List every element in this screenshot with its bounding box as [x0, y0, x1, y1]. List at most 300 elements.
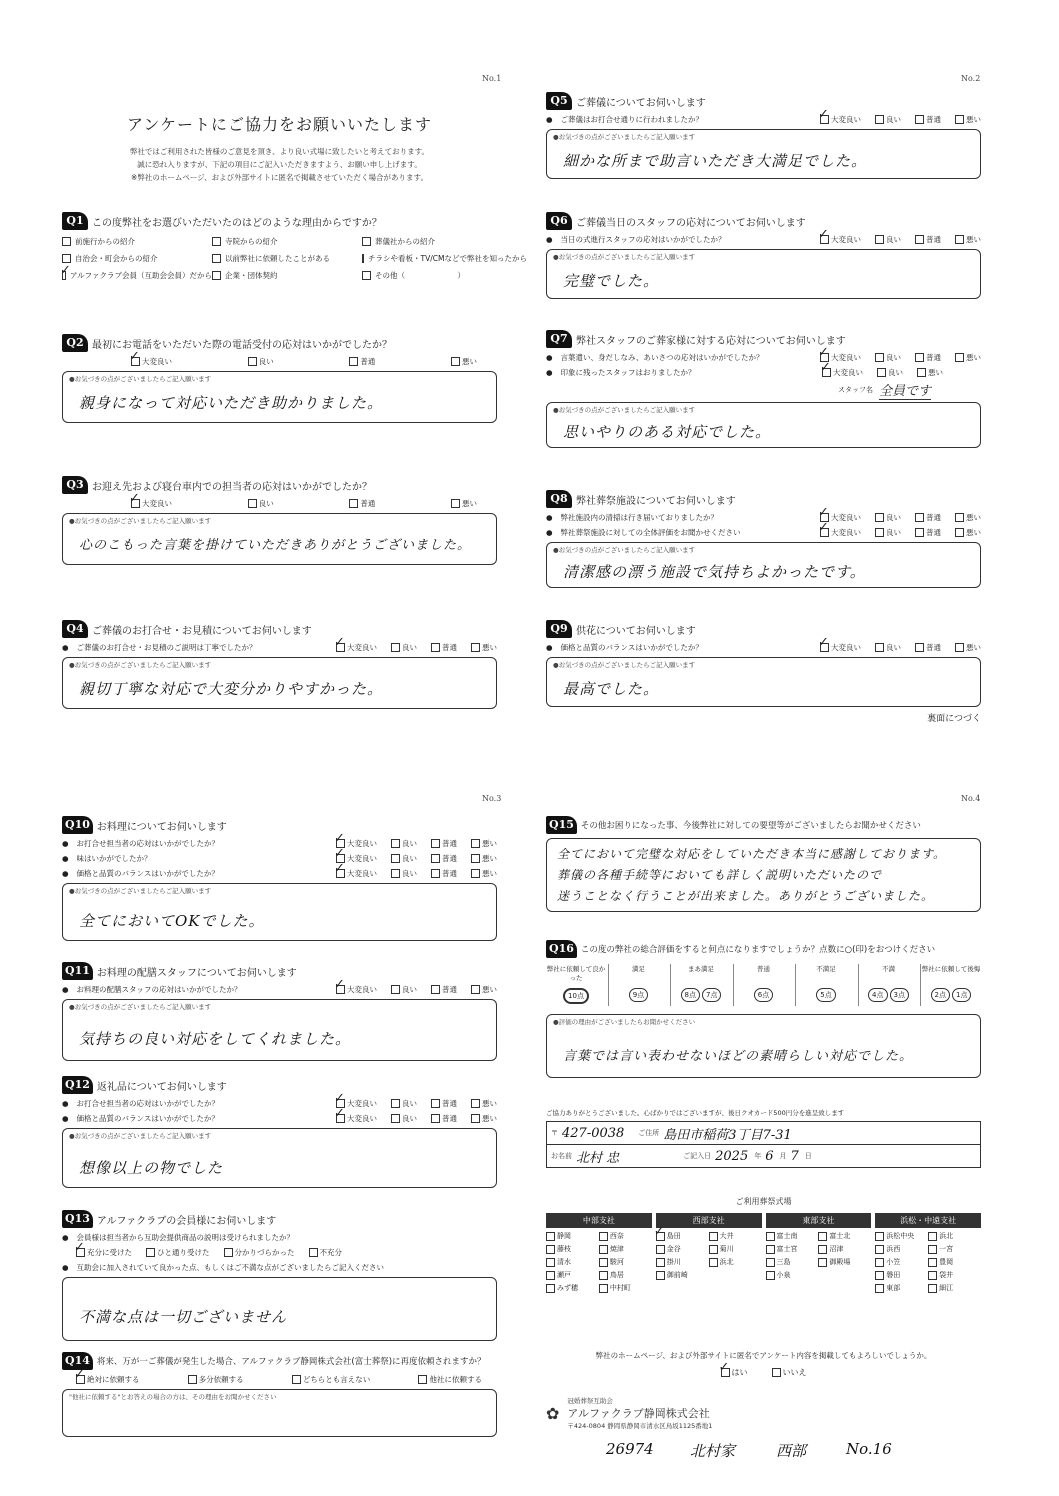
checkbox[interactable]: [431, 1114, 440, 1123]
option[interactable]: ✓ 大変良い: [822, 367, 863, 378]
checkbox[interactable]: [656, 1258, 665, 1267]
option[interactable]: ✓ 大変良い: [336, 868, 377, 879]
q11-options: [322, 984, 497, 995]
option[interactable]: 普通: [915, 234, 941, 245]
checkbox[interactable]: [915, 513, 924, 522]
checkbox[interactable]: [928, 1284, 937, 1293]
checkbox[interactable]: [766, 1258, 775, 1267]
checkbox[interactable]: [391, 1114, 400, 1123]
checkbox[interactable]: [546, 1258, 555, 1267]
option[interactable]: 悪い: [955, 527, 981, 538]
checkbox[interactable]: [362, 237, 371, 246]
checkbox[interactable]: [928, 1258, 937, 1267]
branch-option[interactable]: 御殿場: [818, 1257, 871, 1267]
option[interactable]: 悪い: [471, 868, 497, 879]
q10-comment-box[interactable]: ●お気づきの点がございましたらご記入願います 全てにおいてOKでした。: [62, 883, 497, 941]
branch-option[interactable]: 富士北: [818, 1231, 871, 1241]
option[interactable]: 悪い: [471, 642, 497, 653]
branch-option[interactable]: 浜松中央: [875, 1231, 928, 1241]
checkbox[interactable]: [546, 1271, 555, 1280]
option[interactable]: 良い: [391, 838, 417, 849]
checkbox[interactable]: [656, 1271, 665, 1280]
checkbox[interactable]: [76, 1248, 85, 1257]
checkbox[interactable]: [766, 1245, 775, 1254]
q13-comment-box[interactable]: [62, 1277, 497, 1341]
checkbox[interactable]: [709, 1232, 718, 1241]
option[interactable]: 良い: [391, 1113, 417, 1124]
q5-title: ご葬儀についてお伺いします: [576, 97, 706, 109]
checkbox[interactable]: [131, 499, 140, 508]
option[interactable]: ✓ 大変良い: [820, 234, 861, 245]
option[interactable]: ✓ 絶対に依頼する: [76, 1374, 140, 1385]
checkbox[interactable]: [212, 271, 221, 280]
checkbox[interactable]: [875, 1232, 884, 1241]
option[interactable]: 悪い: [955, 512, 981, 523]
option[interactable]: 普通: [431, 838, 457, 849]
branch-option[interactable]: 御前崎: [656, 1270, 709, 1280]
checkbox[interactable]: [62, 271, 66, 280]
checkbox[interactable]: [917, 368, 926, 377]
q3-comment-box[interactable]: ●お気づきの点がございましたらご記入願います 心のこもった言葉を掛けていただきありがとうございました。: [62, 513, 497, 565]
checkbox[interactable]: [822, 368, 831, 377]
branch-option[interactable]: 菊川: [709, 1244, 762, 1254]
q10-title: お料理についてお伺いします: [96, 821, 227, 833]
option[interactable]: 普通: [431, 853, 457, 864]
checkbox[interactable]: [955, 115, 964, 124]
question-8: Q8 弊社葬祭施設についてお伺いします ● 弊社施設内の清掃は行き届いておりましたか？ ✓ 大変良い 良い 普通 悪い ● 弊社葬祭施設に対しての全体評価をお聞かせください ✓ 大変良い 良い 普通 悪い ●お気づきの点がございましたらご記入願います 清潔感の漂う施設で気持ちよかったです。: [546, 488, 981, 588]
score-column: まあ満足 8点 7点: [670, 964, 731, 1006]
option[interactable]: ✓ 大変良い: [131, 498, 172, 509]
checkbox[interactable]: [955, 643, 964, 652]
score-option[interactable]: 7点: [702, 988, 721, 1002]
branch-option[interactable]: 掛川: [656, 1257, 709, 1267]
option[interactable]: どちらとも言えない: [292, 1374, 371, 1385]
option[interactable]: ✓ 大変良い: [131, 356, 172, 367]
branch-option[interactable]: 豊岡: [928, 1257, 981, 1267]
checkbox[interactable]: [431, 643, 440, 652]
q15-comment-box[interactable]: [546, 838, 981, 912]
reason-option[interactable]: 寺院からの紹介: [212, 236, 362, 247]
page-number: No.2: [961, 74, 981, 83]
option[interactable]: ✓ 大変良い: [336, 984, 377, 995]
option[interactable]: 普通: [915, 512, 941, 523]
q16-badge: Q16: [546, 940, 577, 958]
checkbox[interactable]: [599, 1271, 608, 1280]
branch-group: 浜松・中遠支社 浜松中央 浜北 浜西 一宮 小笠 豊岡 磐田 袋井 東部 細江: [875, 1213, 981, 1293]
branch-option[interactable]: 焼津: [599, 1244, 652, 1254]
q15-badge: Q15: [546, 816, 577, 834]
q16-comment-box[interactable]: ●評価の理由がございましたらお聞かせください 言葉では言い表わせないほどの素晴らしい対応でした。: [546, 1014, 981, 1078]
branch-option[interactable]: みず穂: [546, 1283, 599, 1293]
option[interactable]: 良い: [875, 527, 901, 538]
checkbox[interactable]: [431, 985, 440, 994]
option[interactable]: 普通: [431, 642, 457, 653]
option[interactable]: 良い: [875, 114, 901, 125]
note-code: 26974: [606, 1440, 654, 1458]
option[interactable]: 普通: [431, 984, 457, 995]
option[interactable]: 良い: [391, 984, 417, 995]
checkbox[interactable]: [391, 854, 400, 863]
thanks-text: ご協力ありがとうございました。心ばかりではございますが、後日クオカード500円分を進呈致します: [546, 1109, 845, 1117]
q4-badge: Q4: [62, 620, 88, 638]
branch-option[interactable]: 小泉: [766, 1270, 819, 1280]
branch-option[interactable]: 鳥居: [599, 1270, 652, 1280]
checkbox[interactable]: [349, 499, 358, 508]
option[interactable]: 良い: [391, 1098, 417, 1109]
option[interactable]: ✓ 大変良い: [820, 114, 861, 125]
branch-option[interactable]: 富士宮: [766, 1244, 819, 1254]
checkbox[interactable]: [709, 1245, 718, 1254]
branch-option[interactable]: 駿河: [599, 1257, 652, 1267]
option[interactable]: ✓ 充分に受けた: [76, 1247, 132, 1258]
q11-comment-box[interactable]: ●お気づきの点がございましたらご記入願います 気持ちの良い対応をしてくれました。: [62, 999, 497, 1061]
q8-comment-box[interactable]: ●お気づきの点がございましたらご記入願います 清潔感の漂う施設で気持ちよかったです。: [546, 542, 981, 588]
checkbox[interactable]: [212, 237, 221, 246]
checkbox[interactable]: [451, 357, 460, 366]
checkbox[interactable]: [875, 643, 884, 652]
zip-field[interactable]: 427-0038: [562, 1125, 625, 1141]
option[interactable]: 良い: [248, 498, 274, 509]
reason-option[interactable]: 前施行からの紹介: [62, 236, 212, 247]
checkbox[interactable]: [875, 1245, 884, 1254]
q4-title: ご葬儀のお打合せ・お見積についてお伺いします: [92, 625, 312, 637]
question-row: ● お打合せ担当者の応対はいかがでしたか？ ✓ 大変良い 良い 普通 悪い: [62, 836, 497, 851]
contact-fields: 〒 427-0038 ご住所 島田市稲荷3丁目7-31 お名前 北村 忠 ご記入日 2025 年 6 月 7 日: [546, 1121, 981, 1168]
option[interactable]: 良い: [875, 512, 901, 523]
checkbox[interactable]: [336, 985, 345, 994]
option[interactable]: 悪い: [955, 642, 981, 653]
option[interactable]: ✓ 大変良い: [820, 352, 861, 363]
address-field[interactable]: 島田市稲荷3丁目7-31: [663, 1127, 792, 1143]
q5-comment-box[interactable]: ●お気づきの点がございましたらご記入願います 細かな所まで助言いただき大満足でした。: [546, 129, 981, 179]
checkbox[interactable]: [875, 528, 884, 537]
checkbox[interactable]: [928, 1245, 937, 1254]
score-option[interactable]: 2点: [931, 988, 950, 1002]
branch-option[interactable]: 清水: [546, 1257, 599, 1267]
branch-option[interactable]: 浜西: [875, 1244, 928, 1254]
checkbox[interactable]: [928, 1232, 937, 1241]
name-field[interactable]: 北村 忠: [576, 1150, 620, 1166]
option[interactable]: 良い: [248, 356, 274, 367]
branch-option[interactable]: 中村町: [599, 1283, 652, 1293]
checkbox[interactable]: [820, 528, 829, 537]
option[interactable]: 悪い: [451, 498, 477, 509]
checkbox[interactable]: [471, 869, 480, 878]
checkbox[interactable]: [546, 1245, 555, 1254]
question-14: [62, 1350, 497, 1437]
option[interactable]: 良い: [875, 642, 901, 653]
checkbox[interactable]: [818, 1245, 827, 1254]
checkbox[interactable]: [915, 235, 924, 244]
survey-title: アンケートにご協力をお願いいたします: [126, 115, 433, 134]
checkbox[interactable]: [818, 1232, 827, 1241]
checkbox[interactable]: [546, 1284, 555, 1293]
checkbox[interactable]: [546, 1232, 555, 1241]
publish-no-checkbox[interactable]: [772, 1368, 781, 1377]
company-name: アルファクラブ静岡株式会社: [567, 1407, 710, 1420]
branch-option[interactable]: 小笠: [875, 1257, 928, 1267]
checkbox[interactable]: [391, 643, 400, 652]
checkbox[interactable]: [471, 643, 480, 652]
option[interactable]: 普通: [915, 114, 941, 125]
contact-section: [546, 1108, 981, 1168]
checkbox[interactable]: [309, 1248, 318, 1257]
checkbox[interactable]: [915, 353, 924, 362]
checkbox[interactable]: [915, 528, 924, 537]
q10-answer: 全てにおいてOKでした。: [79, 912, 265, 930]
branch-option[interactable]: 金谷: [656, 1244, 709, 1254]
checkbox[interactable]: [451, 499, 460, 508]
checkbox[interactable]: [336, 1114, 345, 1123]
option[interactable]: 普通: [349, 356, 375, 367]
q4-comment-box[interactable]: ●お気づきの点がございましたらご記入願います 親切丁寧な対応で大変分かりやすかった。: [62, 657, 497, 709]
q5-options: [806, 114, 981, 125]
q12-comment-box[interactable]: ●お気づきの点がございましたらご記入願います 想像以上の物でした: [62, 1128, 497, 1188]
q7-comment-box[interactable]: ●お気づきの点がございましたらご記入願います 思いやりのある対応でした。: [546, 402, 981, 448]
branch-option[interactable]: 静岡: [546, 1231, 599, 1241]
q6-comment-box[interactable]: ●お気づきの点がございましたらご記入願います 完璧でした。: [546, 249, 981, 299]
q13-options: [62, 1247, 342, 1258]
checkbox[interactable]: [875, 1258, 884, 1267]
checkbox[interactable]: [471, 854, 480, 863]
score-option[interactable]: 6点: [754, 988, 773, 1002]
checkbox[interactable]: [431, 869, 440, 878]
option[interactable]: 他社に依頼する: [418, 1374, 482, 1385]
checkbox[interactable]: [349, 357, 358, 366]
branch-option[interactable]: 沼津: [818, 1244, 871, 1254]
option[interactable]: 悪い: [471, 984, 497, 995]
q15-answer-line-2: 葬儀の各種手続等においても詳しく説明いただいたので: [557, 868, 883, 882]
checkbox[interactable]: [875, 353, 884, 362]
question-16: [546, 938, 981, 1078]
checkbox[interactable]: [820, 643, 829, 652]
option[interactable]: 悪い: [471, 853, 497, 864]
checkbox[interactable]: [62, 254, 71, 263]
checkbox[interactable]: [336, 643, 345, 652]
branch-option[interactable]: 瀬戸: [546, 1270, 599, 1280]
option[interactable]: 分かりづらかった: [224, 1247, 295, 1258]
option[interactable]: ✓ 大変良い: [820, 642, 861, 653]
checkbox[interactable]: [188, 1375, 197, 1384]
checkbox[interactable]: [599, 1245, 608, 1254]
q8-options-2: [806, 527, 981, 538]
checkbox[interactable]: [875, 115, 884, 124]
checkbox[interactable]: [336, 869, 345, 878]
option[interactable]: 普通: [915, 352, 941, 363]
question-15: [546, 814, 981, 912]
option[interactable]: ✓ 大変良い: [336, 838, 377, 849]
checkbox[interactable]: [362, 271, 371, 280]
checkbox[interactable]: [875, 235, 884, 244]
checkbox[interactable]: [431, 854, 440, 863]
checkbox[interactable]: [391, 985, 400, 994]
publish-yes-checkbox[interactable]: [721, 1368, 730, 1377]
branch-option[interactable]: 西奈: [599, 1231, 652, 1241]
checkbox[interactable]: [915, 115, 924, 124]
checkbox[interactable]: [471, 839, 480, 848]
checkbox[interactable]: [471, 985, 480, 994]
branch-option[interactable]: 一宮: [928, 1244, 981, 1254]
checkbox[interactable]: [131, 357, 140, 366]
checkbox[interactable]: [875, 1271, 884, 1280]
reason-option[interactable]: 以前弊社に依頼したことがある: [212, 253, 362, 264]
checkbox[interactable]: [471, 1114, 480, 1123]
checkbox[interactable]: [955, 235, 964, 244]
option[interactable]: ✓ 大変良い: [820, 527, 861, 538]
checkbox[interactable]: [875, 1284, 884, 1293]
q15-title: その他お困りになった事、今後弊社に対しての要望等がございましたらお聞かせください: [580, 821, 921, 831]
q2-comment-box[interactable]: ●お気づきの点がございましたらご記入願います 親身になって対応いただき助かりました。: [62, 371, 497, 423]
branch-option[interactable]: ✓ 島田: [656, 1231, 709, 1241]
reason-option[interactable]: その他（ ）: [362, 270, 497, 281]
option[interactable]: 悪い: [471, 1098, 497, 1109]
question-row: ● お打合せ担当者の応対はいかがでしたか？ ✓ 大変良い 良い 普通 悪い: [62, 1096, 497, 1111]
checkbox[interactable]: [820, 115, 829, 124]
score-option[interactable]: 9点: [629, 988, 648, 1002]
checkbox[interactable]: [875, 513, 884, 522]
option[interactable]: 普通: [349, 498, 375, 509]
option[interactable]: ✓ 大変良い: [336, 1113, 377, 1124]
checkbox[interactable]: [248, 357, 257, 366]
branch-group: 東部支社 富士南 富士北 富士宮 沼津 三島 御殿場 小泉: [766, 1213, 872, 1293]
checkbox[interactable]: [431, 1099, 440, 1108]
branch-option[interactable]: 浜北: [709, 1257, 762, 1267]
checkbox[interactable]: [391, 869, 400, 878]
branch-option[interactable]: 大井: [709, 1231, 762, 1241]
q12-rows: [62, 1096, 497, 1126]
q6-badge: Q6: [546, 212, 572, 230]
checkbox[interactable]: [248, 499, 257, 508]
option[interactable]: ✓ 大変良い: [336, 642, 377, 653]
option[interactable]: 悪い: [955, 352, 981, 363]
reason-option[interactable]: 葬儀社からの紹介: [362, 236, 497, 247]
checkbox[interactable]: [599, 1258, 608, 1267]
q1-title: この度弊社をお選びいただいたのはどのような理由からですか？: [92, 217, 382, 229]
q14-title: 将来、万が一ご葬儀が発生した場合、アルファクラブ静岡株式会社(富士葬祭)に再度依頼されますか？: [96, 1357, 486, 1367]
year-field[interactable]: 2025: [715, 1148, 749, 1164]
checkbox[interactable]: [599, 1284, 608, 1293]
checkbox[interactable]: [955, 353, 964, 362]
day-field[interactable]: 7: [790, 1148, 799, 1164]
checkbox[interactable]: [391, 1099, 400, 1108]
checkbox[interactable]: [76, 1375, 85, 1384]
q3-answer: 心のこもった言葉を掛けていただきありがとうございました。: [79, 538, 472, 553]
option[interactable]: 悪い: [955, 114, 981, 125]
option[interactable]: 良い: [391, 868, 417, 879]
option[interactable]: 不充分: [309, 1247, 343, 1258]
score-option[interactable]: 3点: [890, 988, 909, 1002]
option[interactable]: 良い: [877, 367, 903, 378]
reason-option[interactable]: 自治会・町会からの紹介: [62, 253, 212, 264]
branch-option[interactable]: 三島: [766, 1257, 819, 1267]
option[interactable]: 普通: [915, 642, 941, 653]
option[interactable]: 普通: [431, 1113, 457, 1124]
q4-options: [322, 642, 497, 653]
checkbox[interactable]: [146, 1248, 155, 1257]
q3-options: [117, 498, 477, 509]
option[interactable]: ひと通り受けた: [146, 1247, 210, 1258]
checkbox[interactable]: [709, 1258, 718, 1267]
checkbox[interactable]: [599, 1232, 608, 1241]
q9-comment-box[interactable]: ●お気づきの点がございましたらご記入願います 最高でした。: [546, 657, 981, 707]
option[interactable]: 悪い: [471, 1113, 497, 1124]
reason-option[interactable]: ✓ アルファクラブ会員（互助会会員）だから: [62, 270, 212, 281]
checkbox[interactable]: [224, 1248, 233, 1257]
checkbox[interactable]: [766, 1232, 775, 1241]
option[interactable]: ✓ 大変良い: [336, 853, 377, 864]
option[interactable]: 悪い: [917, 367, 943, 378]
reason-option[interactable]: 企業・団体契約: [212, 270, 362, 281]
checkbox[interactable]: [212, 254, 221, 263]
option[interactable]: 普通: [915, 527, 941, 538]
branch-option[interactable]: 藤枝: [546, 1244, 599, 1254]
q5-badge: Q5: [546, 92, 572, 110]
checkbox[interactable]: [62, 237, 71, 246]
checkbox[interactable]: [418, 1375, 427, 1384]
question-6: Q6 ご葬儀当日のスタッフの応対についてお伺いします ● 当日の式進行スタッフの応対はいかがでしたか？ ✓ 大変良い 良い 普通 悪い ●お気づきの点がございましたらご記入願います 完璧でした。: [546, 210, 981, 299]
checkbox[interactable]: [292, 1375, 301, 1384]
score-option[interactable]: 1点: [952, 988, 971, 1002]
score-option[interactable]: 10点: [563, 988, 589, 1004]
branch-option[interactable]: 富士南: [766, 1231, 819, 1241]
q2-title: 最初にお電話をいただいた際の電話受付の応対はいかがでしたか？: [92, 339, 392, 351]
checkbox[interactable]: [391, 839, 400, 848]
q10-badge: Q10: [62, 816, 93, 834]
option[interactable]: ✓ 大変良い: [336, 1098, 377, 1109]
option[interactable]: 良い: [875, 234, 901, 245]
branch-option[interactable]: 東部: [875, 1283, 928, 1293]
checkbox[interactable]: [955, 528, 964, 537]
option[interactable]: 良い: [391, 642, 417, 653]
branch-option[interactable]: 浜北: [928, 1231, 981, 1241]
option[interactable]: 良い: [391, 853, 417, 864]
checkbox[interactable]: [818, 1258, 827, 1267]
option[interactable]: 悪い: [451, 356, 477, 367]
score-column: 不満足 5点: [795, 964, 856, 1006]
option[interactable]: 悪い: [955, 234, 981, 245]
branch-option[interactable]: 細江: [928, 1283, 981, 1293]
option[interactable]: 多分依頼する: [188, 1374, 244, 1385]
checkbox[interactable]: [915, 643, 924, 652]
checkbox[interactable]: [471, 1099, 480, 1108]
checkbox[interactable]: [955, 513, 964, 522]
checkbox[interactable]: [928, 1271, 937, 1280]
checkbox[interactable]: [656, 1245, 665, 1254]
option[interactable]: 良い: [875, 352, 901, 363]
option[interactable]: 普通: [431, 1098, 457, 1109]
score-option[interactable]: 5点: [816, 988, 835, 1002]
checkbox[interactable]: [362, 254, 364, 263]
q2-answer: 親身になって対応いただき助かりました。: [79, 394, 384, 412]
option[interactable]: 普通: [431, 868, 457, 879]
option[interactable]: 悪い: [471, 838, 497, 849]
q11-badge: Q11: [62, 962, 93, 980]
checkbox[interactable]: [656, 1232, 665, 1241]
option[interactable]: ✓ 大変良い: [820, 512, 861, 523]
reason-option[interactable]: チラシや看板・TV/CMなどで弊社を知ったから: [362, 253, 497, 264]
checkbox[interactable]: [877, 368, 886, 377]
branch-option[interactable]: 袋井: [928, 1270, 981, 1280]
checkbox[interactable]: [431, 839, 440, 848]
score-option[interactable]: 8点: [681, 988, 700, 1002]
question-9: Q9 供花についてお伺いします ● 価格と品質のバランスはいかがでしたか？ ✓ 大変良い 良い 普通 悪い ●お気づきの点がございましたらご記入願います 最高でした。 裏面につづく: [546, 618, 981, 724]
month-field[interactable]: 6: [765, 1148, 774, 1164]
q14-comment-box[interactable]: "他社に依頼する"とお答えの場合の方は、その理由をお聞かせください: [62, 1389, 497, 1437]
branch-option[interactable]: 磐田: [875, 1270, 928, 1280]
checkbox[interactable]: [820, 235, 829, 244]
score-option[interactable]: 4点: [868, 988, 887, 1002]
checkbox[interactable]: [766, 1271, 775, 1280]
